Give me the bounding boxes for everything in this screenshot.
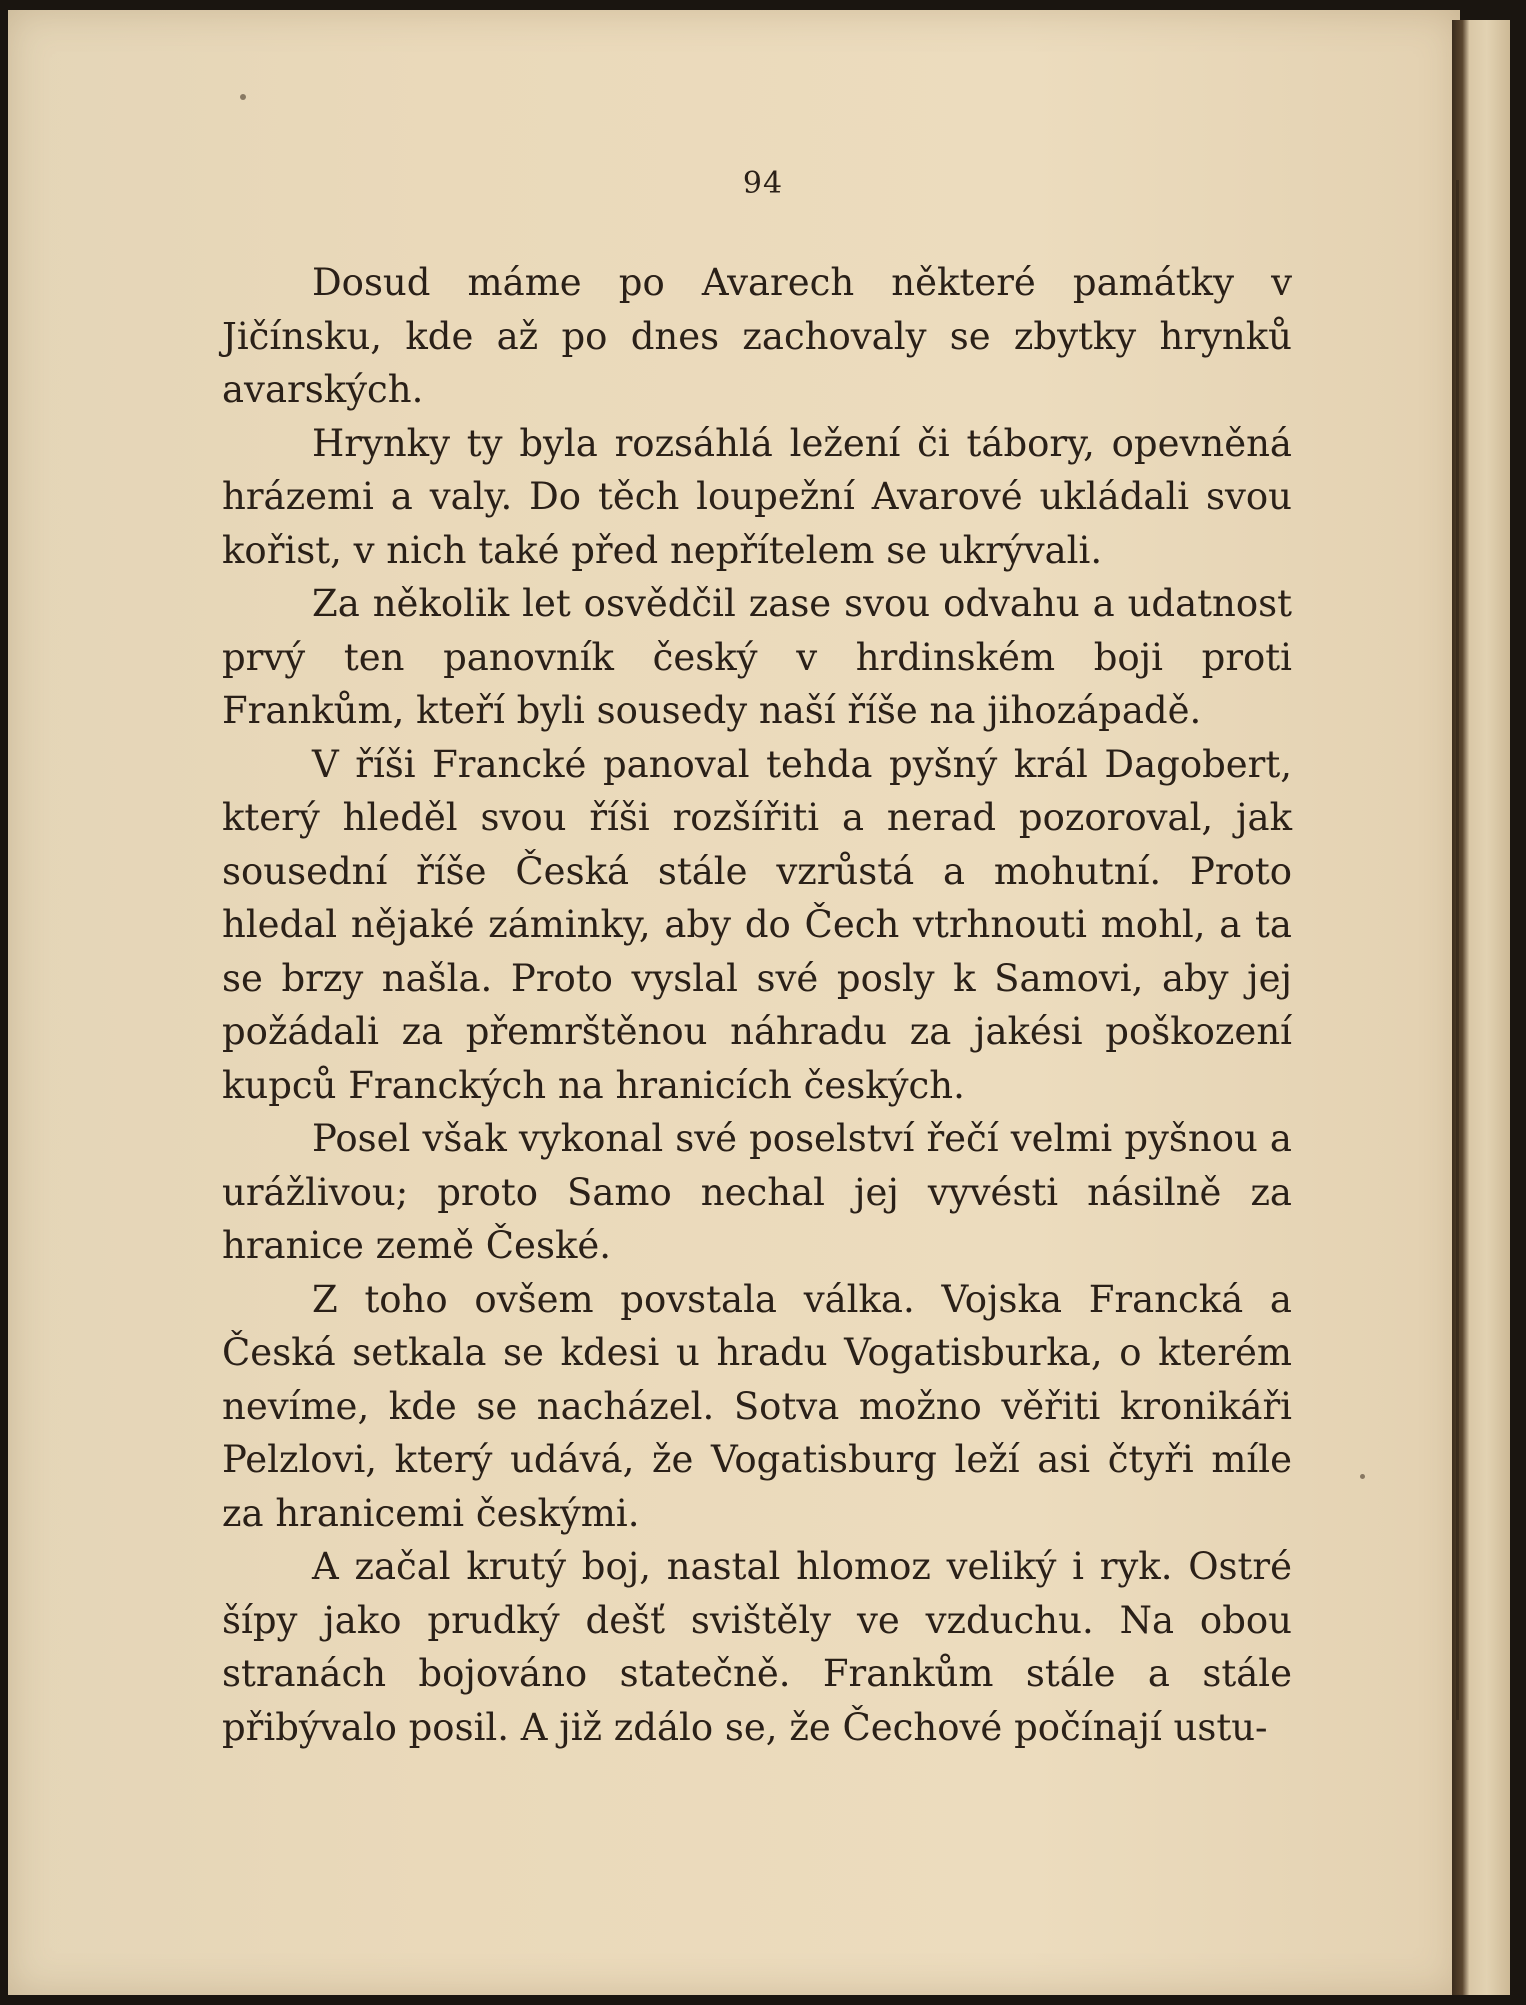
paragraph: V říši Francké panoval tehda pyšný král Dagobert, který hleděl svou říši rozšířiti a nerad pozoroval, jak sousední říše Česká stále vzrůstá a mohutní. Proto hledal nějaké záminky, aby do Čech vtrhnouti mohl, a ta se brzy našla. Proto vyslal své posly k Samovi, aby jej požádali za přemrštěnou náhradu za jakési poškození kupců Franckých na hranicích českých.	[222, 742, 1292, 1107]
paper-speck	[240, 94, 246, 100]
paragraph: Hrynky ty byla rozsáhlá ležení či tábory, opevněná hrázemi a valy. Do těch loupežní Avarové ukládali svou kořist, v nich také před nepřítelem se ukrývali.	[222, 421, 1292, 572]
body-text	[222, 256, 1292, 1754]
paragraph: Z toho ovšem povstala válka. Vojska Francká a Česká setkala se kdesi u hradu Vogatisburka, o kterém nevíme, kde se nacházel. Sotva možno věřiti kronikáři Pelzlovi, který udává, že Vogatisburg leží asi čtyři míle za hranicemi českými.	[222, 1277, 1292, 1535]
page-number: 94	[742, 166, 784, 201]
paragraph: Za několik let osvědčil zase svou odvahu a udatnost prvý ten panovník český v hrdinském boji proti Frankům, kteří byli sousedy naší říše na jihozápadě.	[222, 582, 1292, 732]
paragraph: A začal krutý boj, nastal hlomoz veliký i ryk. Ostré šípy jako prudký dešť svištěly ve vzduchu. Na obou stranách bojováno statečně. Frankům stále a stále přibývalo posil. A již zdálo se, že Čechové počínají ustu-	[222, 1545, 1292, 1749]
book-spine	[1452, 20, 1510, 1995]
paragraph: Dosud máme po Avarech některé památky v Jičínsku, kde až po dnes zachovaly se zbytky hrynků avarských.	[222, 261, 1292, 411]
paragraph: Posel však vykonal své poselství řečí velmi pyšnou a urážlivou; proto Samo nechal jej vyvésti násilně za hranice země České.	[222, 1117, 1292, 1267]
paper-speck	[1360, 1474, 1365, 1479]
page-edge-shadow	[1456, 180, 1459, 1720]
